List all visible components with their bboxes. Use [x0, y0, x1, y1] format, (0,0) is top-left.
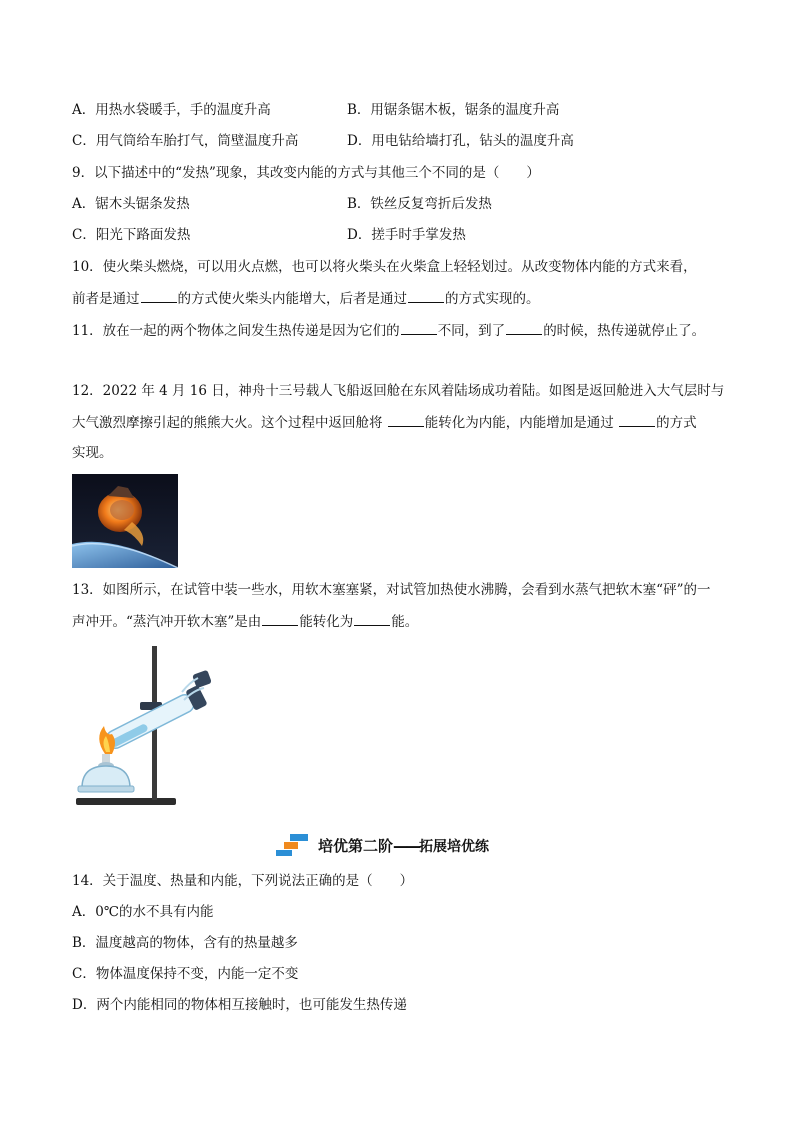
q14-option-b: B．温度越高的物体，含有的热量越多 [72, 935, 298, 951]
q11-text-b: 不同，到了 [437, 323, 506, 339]
q11-line [72, 320, 705, 341]
section-badge-icon [276, 833, 310, 857]
q13-line2 [72, 611, 418, 632]
q13-text-a: 声冲开。“蒸汽冲开软木塞”是由 [72, 614, 262, 630]
reentry-capsule-image [72, 474, 178, 568]
q8-option-d: D．用电钻给墙打孔，钻头的温度升高 [347, 133, 574, 149]
answer-blank[interactable] [506, 320, 542, 335]
q14-option-c: C．物体温度保持不变，内能一定不变 [72, 966, 299, 982]
q12-line1: 12．2022 年 4 月 16 日，神舟十三号载人飞船返回舱在东风着陆场成功着陆。如图是返回舱进入大气层时与 [72, 383, 725, 399]
q12-text-b: 能转化为内能，内能增加是通过 [424, 415, 619, 431]
q9-stem: 9．以下描述中的“发热”现象，其改变内能的方式与其他三个不同的是（ ） [72, 165, 540, 181]
answer-blank[interactable] [388, 412, 424, 427]
q13-text-b: 能转化为 [299, 614, 354, 630]
q10-text-c: 的方式实现的。 [445, 291, 540, 307]
q8-option-c: C．用气筒给车胎打气，筒壁温度升高 [72, 133, 299, 149]
q12-text-a: 大气激烈摩擦引起的熊熊大火。这个过程中返回舱将 [72, 415, 387, 431]
q9-option-b: B．铁丝反复弯折后发热 [347, 196, 492, 212]
q11-text-a: 11．放在一起的两个物体之间发生热传递是因为它们的 [72, 323, 400, 339]
q8-option-b: B．用锯条锯木板，锯条的温度升高 [347, 102, 560, 118]
q14-stem: 14．关于温度、热量和内能，下列说法正确的是（ ） [72, 873, 414, 889]
section-header [276, 832, 489, 858]
q14-option-d: D．两个内能相同的物体相互接触时，也可能发生热传递 [72, 997, 407, 1013]
q8-option-a: A．用热水袋暖手，手的温度升高 [72, 102, 271, 118]
section-title [318, 835, 489, 856]
section-title-main: 培优第二阶 [318, 836, 394, 855]
section-title-sub: 拓展培优练 [419, 838, 490, 855]
answer-blank[interactable] [619, 412, 655, 427]
q9-option-a: A．锯木头锯条发热 [72, 196, 190, 212]
answer-blank[interactable] [141, 288, 177, 303]
q14-option-a: A．0℃的水不具有内能 [72, 904, 214, 920]
q10-line2 [72, 288, 540, 309]
section-title-dash: —— [393, 836, 420, 855]
q12-line3: 实现。 [72, 445, 113, 461]
q13-text-c: 能。 [391, 614, 419, 630]
q9-option-c: C．阳光下路面发热 [72, 227, 191, 243]
q10-line1: 10．使火柴头燃烧，可以用火点燃，也可以将火柴头在火柴盒上轻轻划过。从改变物体内能的方式来看， [72, 259, 697, 275]
q10-text-b: 的方式使火柴头内能增大，后者是通过 [177, 291, 407, 307]
answer-blank[interactable] [408, 288, 444, 303]
test-tube-experiment-image [72, 642, 222, 814]
answer-blank[interactable] [401, 320, 437, 335]
q10-text-a: 前者是通过 [72, 291, 140, 307]
answer-blank[interactable] [262, 611, 298, 626]
answer-blank[interactable] [354, 611, 390, 626]
q12-text-c: 的方式 [656, 415, 697, 431]
q12-line2 [72, 412, 697, 433]
q11-text-c: 的时候，热传递就停止了。 [543, 323, 706, 339]
q13-line1: 13．如图所示，在试管中装一些水，用软木塞塞紧，对试管加热使水沸腾，会看到水蒸气把软木塞“砰”的一 [72, 582, 711, 598]
q9-option-d: D．搓手时手掌发热 [347, 227, 466, 243]
